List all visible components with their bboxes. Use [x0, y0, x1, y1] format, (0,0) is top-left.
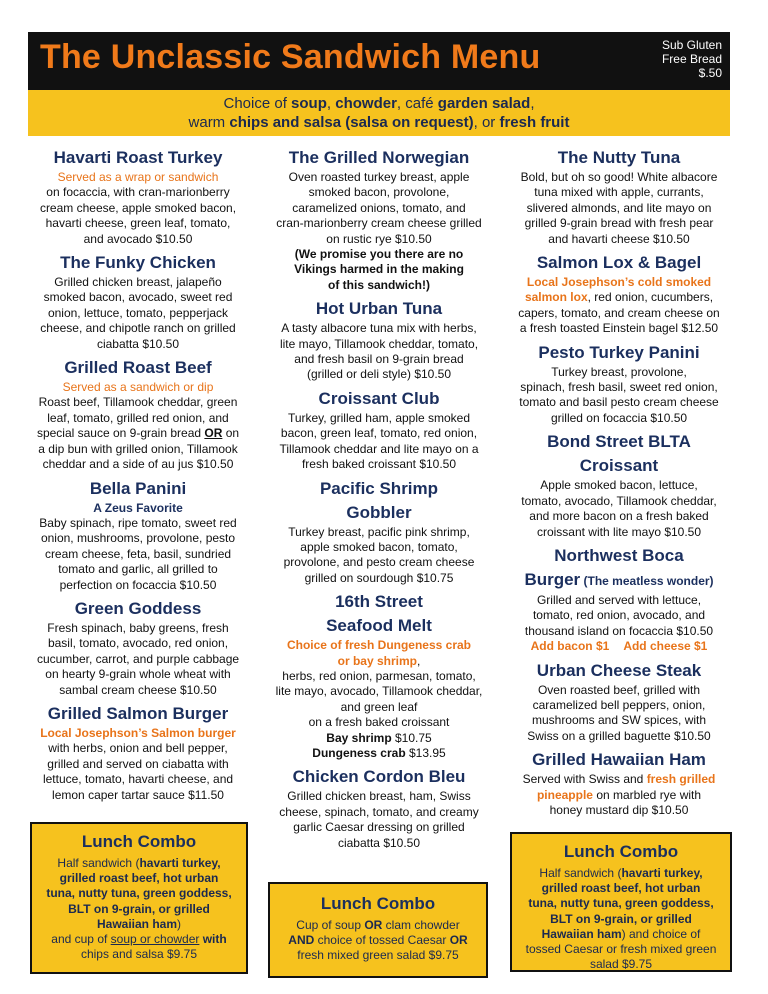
menu-item-salmon-lox-bagel: Salmon Lox & Bagel Local Josephson’s cold smoked salmon lox, red onion, cucumbers, capers, tomato, and cream cheese on a fresh toasted Einstein bagel $12.50: [508, 251, 730, 337]
item-name-line-2: Seafood Melt: [326, 616, 432, 636]
menu-item-funky-chicken: The Funky Chicken Grilled chicken breast, jalapeño smoked bacon, avocado, sweet red onion, lettuce, tomato, pepperjack cheese, and chipotle ranch on grilled ciabatta $10.50: [28, 251, 248, 352]
sides-banner: [28, 90, 730, 136]
menu-item-grilled-norwegian: The Grilled Norwegian Oven roasted turkey breast, apple smoked bacon, provolone, caramelized onions, tomato, and cran-marionberry cream cheese grilled on rustic rye $10.50 (We promise you there are no Vikings harmed in the making of this sandwich!): [264, 146, 494, 293]
item-name: Northwest Boca: [554, 545, 684, 565]
item-name: Hot Urban Tuna: [315, 299, 443, 319]
item-name: Grilled Salmon Burger: [47, 703, 229, 723]
item-name: Bond Street BLTA: [547, 432, 691, 452]
lunch-combo-middle: Lunch Combo Cup of soup OR clam chowder AND choice of tossed Caesar OR fresh mixed green salad $9.75: [268, 882, 488, 978]
item-name: The Nutty Tuna: [557, 148, 681, 167]
menu-item-seafood-melt: 16th Street Seafood Melt Choice of fresh Dungeness crab or bay shrimp, herbs, red onion, parmesan, tomato, lite mayo, avocado, Tillamook cheddar, and green leaf on a fresh baked croissant Bay shrimp $10.75 Dungeness crab $13.95: [264, 590, 494, 761]
item-name: Havarti Roast Turkey: [53, 148, 223, 167]
item-add-ons: Add bacon $1 Add cheese $1: [530, 639, 708, 654]
item-name: 16th Street: [335, 592, 423, 612]
menu-column-right: [508, 146, 730, 822]
item-name: Urban Cheese Steak: [536, 660, 702, 680]
item-serving-note: Served as a sandwich or dip: [62, 380, 214, 395]
item-name: Bella Panini: [89, 478, 187, 498]
item-name-line-2: Gobbler: [346, 502, 412, 522]
lunch-combo-left: Lunch Combo Half sandwich (havarti turkey, grilled roast beef, hot urban tuna, nutty tuna, green goddess, BLT on 9-grain, or grilled Hawaiian ham) and cup of soup or chowder with chips and salsa $9.75: [30, 822, 248, 974]
item-name: Pesto Turkey Panini: [538, 342, 700, 362]
item-serving-note: Local Josephson’s Salmon burger: [40, 725, 236, 740]
menu-item-havarti-roast-turkey: Havarti Roast Turkey Served as a wrap or sandwich on focaccia, with cran-marionberry cream cheese, apple smoked bacon, havarti cheese, green leaf, tomato, and avocado $10.50: [28, 146, 248, 247]
menu-item-bella-panini: Bella Panini A Zeus Favorite Baby spinach, ripe tomato, sweet red onion, mushrooms, provolone, pesto cream cheese, feta, basil, sundried tomato and garlic, all grilled to perfection on focaccia $10.50: [28, 477, 248, 593]
menu-item-northwest-boca-burger: Northwest Boca Burger (The meatless wonder) Grilled and served with lettuce, tomato, red onion, avocado, and thousand island on focaccia $10.50 Add bacon $1 Add cheese $1: [508, 544, 730, 655]
menu-item-hot-urban-tuna: Hot Urban Tuna A tasty albacore tuna mix with herbs, lite mayo, Tillamook cheddar, tomato, and fresh basil on 9-grain bread (grilled or deli style) $10.50: [264, 297, 494, 383]
menu-item-grilled-hawaiian-ham: Grilled Hawaiian Ham Served with Swiss and fresh grilled pineapple on marbled rye with honey mustard dip $10.50: [508, 748, 730, 818]
menu-item-nutty-tuna: The Nutty Tuna Bold, but oh so good! White albacore tuna mixed with apple, currants, slivered almonds, and lite mayo on grilled 9-grain bread with fresh pear and havarti cheese $10.50: [508, 146, 730, 247]
menu-item-chicken-cordon-bleu: Chicken Cordon Bleu Grilled chicken breast, ham, Swiss cheese, spinach, tomato, and creamy garlic Caesar dressing on grilled ciabatta $10.50: [264, 765, 494, 851]
item-tagline: A Zeus Favorite: [93, 500, 183, 515]
menu-header: [28, 32, 730, 90]
sides-line-2: warm chips and salsa (salsa on request), or fresh fruit: [188, 114, 570, 131]
item-name-line-2: Croissant: [579, 456, 659, 476]
item-name: The Grilled Norwegian: [288, 148, 470, 167]
item-name: The Funky Chicken: [60, 253, 216, 273]
item-name: Pacific Shrimp: [319, 478, 439, 498]
menu-item-bond-street-blta: Bond Street BLTA Croissant Apple smoked bacon, lettuce, tomato, avocado, Tillamook cheddar, and more bacon on a fresh baked croissant with lite mayo $10.50: [508, 430, 730, 540]
menu-item-pacific-shrimp-gobbler: Pacific Shrimp Gobbler Turkey breast, pacific pink shrimp, apple smoked bacon, tomato, provolone, and pesto cream cheese grilled on sourdough $10.75: [264, 477, 494, 587]
item-name: Green Goddess: [74, 598, 202, 618]
menu-item-green-goddess: Green Goddess Fresh spinach, baby greens, fresh basil, tomato, avocado, red onion, cucumber, carrot, and purple cabbage on hearty 9-grain whole wheat with sambal cream cheese $10.50: [28, 597, 248, 698]
item-name-line-2: Burger (The meatless wonder): [524, 569, 714, 589]
menu-item-grilled-roast-beef: Grilled Roast Beef Served as a sandwich or dip Roast beef, Tillamook cheddar, green leaf, tomato, grilled red onion, and special sauce on 9-grain bread OR on a dip bun with grilled onion, Tillamook cheddar and a side of au jus $10.50: [28, 356, 248, 472]
combo-title: Lunch Combo: [320, 894, 436, 913]
item-name: Salmon Lox & Bagel: [536, 253, 702, 273]
sides-line-1: Choice of soup, chowder, café garden salad,: [223, 95, 535, 112]
item-name: Grilled Roast Beef: [64, 358, 212, 378]
combo-title: Lunch Combo: [563, 842, 679, 861]
item-note: (We promise you there are no Vikings harmed in the making of this sandwich!): [294, 247, 464, 292]
menu-item-pesto-turkey-panini: Pesto Turkey Panini Turkey breast, provolone, spinach, fresh basil, sweet red onion, tomato and basil pesto cream cheese grilled on focaccia $10.50: [508, 341, 730, 427]
item-name: Croissant Club: [318, 388, 440, 408]
menu-item-croissant-club: Croissant Club Turkey, grilled ham, apple smoked bacon, green leaf, tomato, red onion, Tillamook cheddar and lite mayo on a fresh baked croissant $10.50: [264, 387, 494, 473]
gluten-free-note: Sub Gluten Free Bread $.50: [661, 38, 722, 80]
menu-item-grilled-salmon-burger: Grilled Salmon Burger Local Josephson’s Salmon burger with herbs, onion and bell pepper, grilled and served on ciabatta with lettuce, tomato, havarti cheese, and lemon caper tartar sauce $11.50: [28, 702, 248, 803]
menu-item-urban-cheese-steak: Urban Cheese Steak Oven roasted beef, grilled with caramelized bell peppers, onion, mushrooms and SW spices, with Swiss on a grilled baguette $10.50: [508, 659, 730, 745]
item-name: Grilled Hawaiian Ham: [532, 750, 706, 770]
lunch-combo-right: Lunch Combo Half sandwich (havarti turkey, grilled roast beef, hot urban tuna, nutty tuna, green goddess, BLT on 9-grain, or grilled Hawaiian ham) and choice of tossed Caesar or fresh mixed green salad $9.75: [510, 832, 732, 972]
menu-column-left: [28, 146, 248, 807]
item-name: Chicken Cordon Bleu: [292, 767, 466, 787]
item-serving-note: Served as a wrap or sandwich: [57, 170, 219, 184]
combo-title: Lunch Combo: [81, 832, 197, 851]
menu-column-middle: [264, 146, 494, 855]
menu-title: The Unclassic Sandwich Menu: [40, 38, 541, 76]
